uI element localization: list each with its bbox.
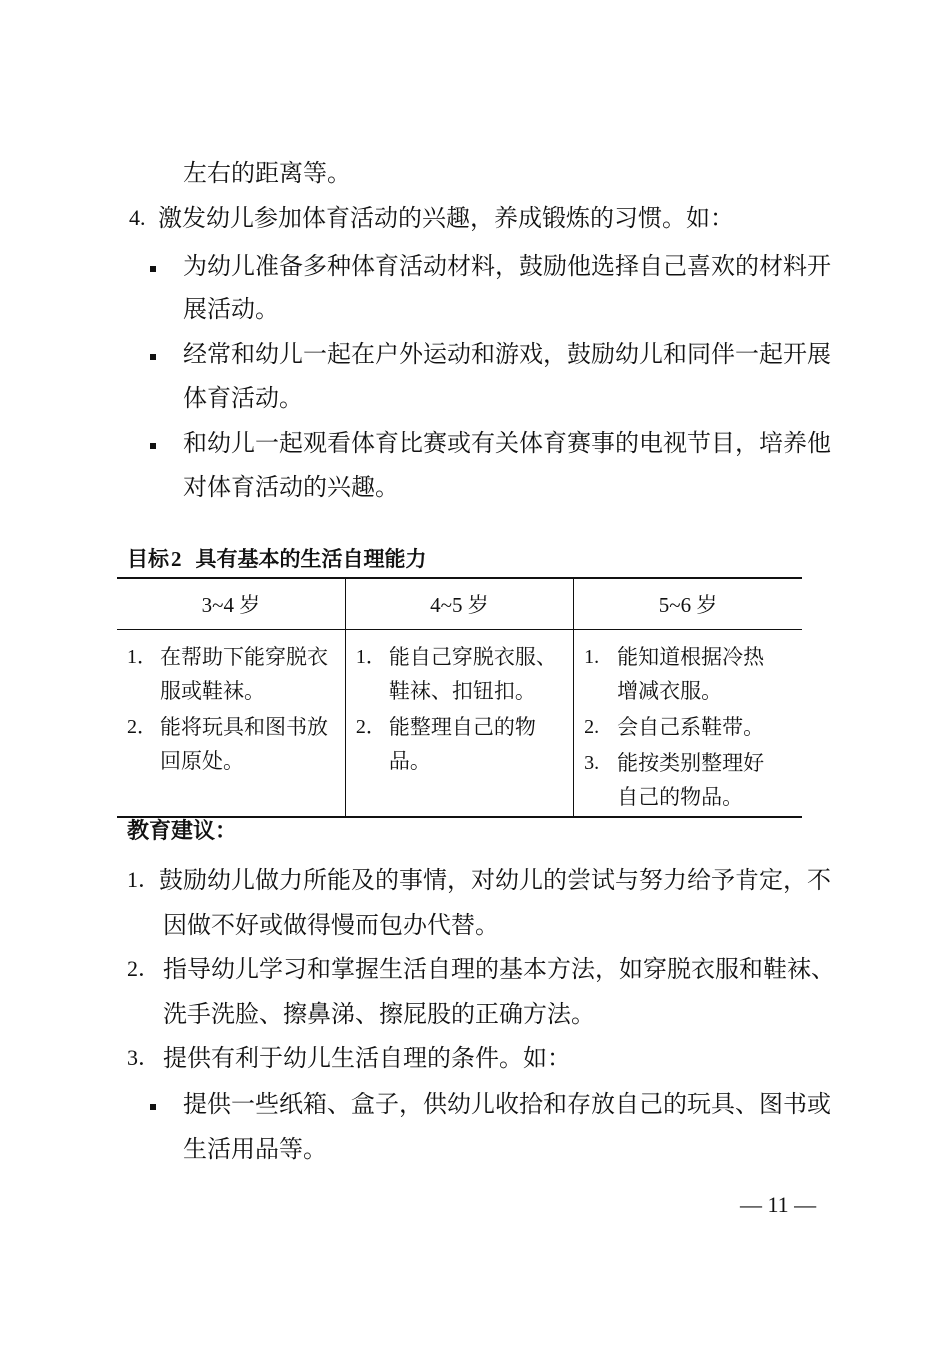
age-goals-table	[117, 577, 802, 818]
column-header-5-6: 5~6 岁	[574, 578, 802, 630]
suggestion-3-line-1: 提供有利于幼儿生活自理的条件。如：	[163, 1044, 571, 1072]
page-number: — 11 —	[740, 1192, 817, 1217]
suggestion-1-number: 1．	[127, 867, 161, 892]
table-row	[117, 630, 802, 818]
bullet-3-line-1: 和幼儿一起观看体育比赛或有关体育赛事的电视节目，培养他	[183, 429, 831, 457]
bullet-1-line-1: 为幼儿准备多种体育活动材料，鼓励他选择自己喜欢的材料开	[183, 252, 831, 280]
bullet-2-line-2: 体育活动。	[183, 384, 303, 412]
suggestion-bullet-line-1: 提供一些纸箱、盒子，供幼儿收拾和存放自己的玩具、图书或	[183, 1090, 831, 1118]
goal-label: 目标	[127, 547, 169, 571]
item-line: 品。	[388, 749, 431, 773]
list-item	[117, 640, 345, 708]
item-number: 1.	[584, 646, 600, 668]
bullet-3-line-2: 对体育活动的兴趣。	[183, 473, 399, 501]
list-item	[117, 710, 345, 778]
column-header-4-5: 4~5 岁	[345, 578, 573, 630]
item-number: 3.	[584, 752, 600, 774]
item-number: 1．	[355, 646, 386, 668]
item-number: 2．	[355, 716, 386, 738]
item-line: 鞋袜、扣钮扣。	[388, 679, 536, 703]
goal-heading: 具有基本的生活自理能力	[195, 547, 427, 571]
column-header-3-4: 3~4 岁	[117, 578, 345, 630]
suggestion-2-number: 2．	[127, 956, 161, 981]
suggestion-2-line-2: 洗手洗脸、擦鼻涕、擦屁股的正确方法。	[163, 1000, 595, 1028]
list-item	[346, 640, 573, 708]
item-line: 在帮助下能穿脱衣	[160, 645, 328, 669]
cell-5-6	[574, 630, 802, 818]
list-item	[574, 710, 802, 744]
cell-4-5	[345, 630, 573, 818]
table-header-row	[117, 578, 802, 630]
item-number: 2.	[584, 716, 600, 738]
bullet-square-icon	[150, 1104, 156, 1110]
item-line: 自己的物品。	[617, 785, 744, 809]
bullet-square-icon	[150, 354, 156, 360]
item-number: 2．	[127, 716, 157, 738]
bullet-square-icon	[150, 443, 156, 449]
item-line: 服或鞋袜。	[160, 679, 265, 703]
item-4-number: 4.	[129, 205, 146, 230]
item-line: 能将玩具和图书放	[160, 715, 328, 739]
bullet-2-line-1: 经常和幼儿一起在户外运动和游戏，鼓励幼儿和同伴一起开展	[183, 340, 831, 368]
item-line: 能按类别整理好	[617, 751, 765, 775]
suggestion-bullet-line-2: 生活用品等。	[183, 1135, 327, 1163]
cell-3-4	[117, 630, 345, 818]
goal-number: 2	[171, 547, 182, 571]
bullet-square-icon	[150, 266, 156, 272]
suggestion-1-line-2: 因做不好或做得慢而包办代替。	[163, 911, 499, 939]
suggestions-title: 教育建议：	[127, 819, 238, 844]
continuation-line: 左右的距离等。	[183, 159, 351, 187]
item-line: 能整理自己的物	[388, 715, 536, 739]
bullet-1-line-2: 展活动。	[183, 295, 279, 323]
list-item	[574, 640, 802, 708]
suggestion-3-number: 3．	[127, 1045, 161, 1070]
item-line: 会自己系鞋带。	[617, 715, 765, 739]
item-number: 1．	[127, 646, 157, 668]
suggestion-1-line-1: 鼓励幼儿做力所能及的事情，对幼儿的尝试与努力给予肯定，不	[159, 866, 831, 894]
suggestion-2-line-1: 指导幼儿学习和掌握生活自理的基本方法，如穿脱衣服和鞋袜、	[163, 955, 835, 983]
item-line: 能知道根据冷热	[617, 645, 765, 669]
goal-title	[127, 543, 427, 575]
list-item	[574, 746, 802, 814]
item-4-text: 激发幼儿参加体育活动的兴趣，养成锻炼的习惯。如：	[158, 204, 734, 232]
item-line: 回原处。	[160, 749, 244, 773]
list-item	[346, 710, 573, 778]
item-line: 能自己穿脱衣服、	[388, 645, 557, 669]
item-line: 增减衣服。	[617, 679, 723, 703]
